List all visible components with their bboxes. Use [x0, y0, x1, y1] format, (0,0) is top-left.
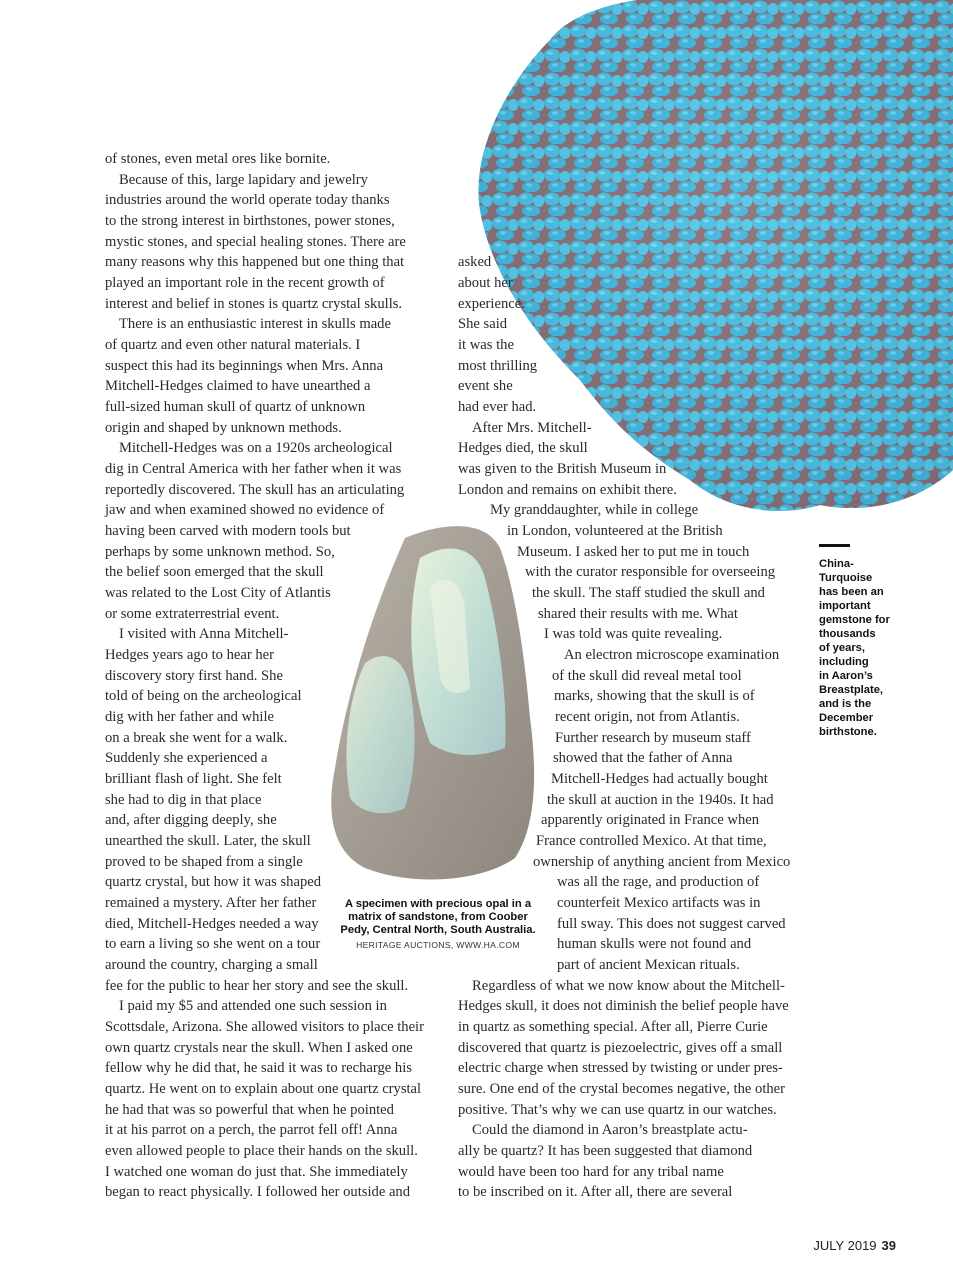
text-line: event she	[458, 378, 513, 394]
text-line: many reasons why this happened but one thing that	[105, 254, 405, 270]
text-line: the skull. The staff studied the skull and	[532, 585, 765, 601]
text-line: I visited with Anna Mitchell-	[119, 626, 289, 642]
caption-line: including	[819, 656, 869, 668]
text-line: Hedges years ago to hear her	[105, 647, 274, 663]
text-line: brilliant flash of light. She felt	[105, 771, 282, 787]
text-line: Suddenly she experienced a	[105, 750, 268, 766]
caption-line: of years,	[819, 642, 866, 654]
text-line: full-sized human skull of quartz of unknown	[105, 399, 366, 415]
caption-line: gemstone for	[819, 614, 890, 626]
text-line: experience.	[458, 296, 525, 312]
text-line: dig in Central America with her father when it was	[105, 461, 402, 477]
text-line: was all the rage, and production of	[557, 874, 760, 890]
text-line: was related to the Lost City of Atlantis	[105, 585, 331, 601]
text-line: quartz. He went on to explain about one quartz crystal	[105, 1081, 422, 1097]
caption-line: Pedy, Central North, South Australia.	[340, 924, 536, 936]
text-line: Hedges died, the skull	[458, 440, 588, 456]
text-line: fee for the public to hear her story and see the skull.	[105, 978, 409, 994]
text-line: or some extraterrestrial event.	[105, 606, 280, 622]
text-line: Museum. I asked her to put me in touch	[517, 544, 750, 560]
caption-line: and is the	[819, 698, 872, 710]
text-line: Mitchell-Hedges was on a 1920s archeological	[119, 440, 393, 456]
text-line: proved to be shaped from a single	[105, 854, 303, 870]
text-line: She said	[458, 316, 508, 332]
caption-rule	[819, 544, 850, 547]
text-line: began to react physically. I followed her outside and	[105, 1184, 411, 1200]
opal-caption	[328, 898, 548, 937]
text-line: Could the diamond in Aaron’s breastplate actu-	[472, 1122, 748, 1138]
text-line: having been carved with modern tools but	[105, 523, 351, 539]
text-line: mystic stones, and special healing stones. There are	[105, 234, 406, 250]
text-line: of the skull did reveal metal tool	[552, 668, 742, 684]
text-line: Hedges skull, it does not diminish the belief people have	[458, 998, 789, 1014]
text-line: it at his parrot on a perch, the parrot fell off! Anna	[105, 1122, 398, 1138]
text-line: and, after digging deeply, she	[105, 812, 277, 828]
text-line: had ever had.	[458, 399, 537, 415]
text-line: to earn a living so she went on a tour	[105, 936, 321, 952]
text-line: dig with her father and while	[105, 709, 274, 725]
text-line: fellow why he did that, he said it was to recharge his	[105, 1060, 412, 1076]
text-line: jaw and when examined showed no evidence of	[105, 502, 385, 518]
text-line: on a break she went for a walk.	[105, 730, 288, 746]
text-line: industries around the world operate today thanks	[105, 192, 390, 208]
text-line: France controlled Mexico. At that time,	[536, 833, 767, 849]
text-line: would have been too hard for any tribal name	[458, 1164, 724, 1180]
caption-line: China-	[819, 558, 854, 570]
text-line: Mitchell-Hedges had actually bought	[551, 771, 768, 787]
text-line: part of ancient Mexican rituals.	[557, 957, 740, 973]
text-line: positive. That’s why we can use quartz in our watches.	[458, 1102, 777, 1118]
text-line: of quartz and even other natural materials. I	[105, 337, 361, 353]
text-line: asked	[458, 254, 492, 270]
text-line: most thrilling	[458, 358, 538, 374]
caption-line: important	[819, 600, 871, 612]
text-line: sure. One end of the crystal becomes negative, the other	[458, 1081, 786, 1097]
turquoise-caption	[819, 557, 929, 739]
text-line: I watched one woman do just that. She immediately	[105, 1164, 408, 1180]
text-line: Mitchell-Hedges claimed to have unearthed a	[105, 378, 371, 394]
text-line: shared their results with me. What	[538, 606, 738, 622]
text-line: even allowed people to place their hands on the skull.	[105, 1143, 418, 1159]
text-line: was given to the British Museum in	[458, 461, 667, 477]
text-line: After Mrs. Mitchell-	[472, 420, 592, 436]
text-line: An electron microscope examination	[564, 647, 780, 663]
caption-line: thousands	[819, 628, 876, 640]
text-line: apparently originated in France when	[541, 812, 760, 828]
page-number: 39	[881, 1238, 896, 1253]
text-line: counterfeit Mexico artifacts was in	[557, 895, 761, 911]
caption-line: birthstone.	[819, 726, 877, 738]
text-line: full sway. This does not suggest carved	[557, 916, 786, 932]
text-line: in London, volunteered at the British	[507, 523, 723, 539]
caption-line: matrix of sandstone, from Coober	[348, 911, 528, 923]
caption-line: in Aaron’s	[819, 670, 873, 682]
text-line: the belief soon emerged that the skull	[105, 564, 324, 580]
text-line: played an important role in the recent growth of	[105, 275, 385, 291]
text-line: in quartz as something special. After all, Pierre Curie	[458, 1019, 768, 1035]
text-line: recent origin, not from Atlantis.	[555, 709, 740, 725]
text-line: died, Mitchell-Hedges needed a way	[105, 916, 319, 932]
caption-line: has been an	[819, 586, 884, 598]
text-line: to the strong interest in birthstones, power stones,	[105, 213, 395, 229]
text-line: of stones, even metal ores like bornite.	[105, 151, 331, 167]
text-line: around the country, charging a small	[105, 957, 318, 973]
text-line: showed that the father of Anna	[553, 750, 733, 766]
text-line: Because of this, large lapidary and jewelry	[119, 172, 368, 188]
text-line: ownership of anything ancient from Mexico	[533, 854, 791, 870]
text-line: remained a mystery. After her father	[105, 895, 317, 911]
text-line: it was the	[458, 337, 514, 353]
text-line: unearthed the skull. Later, the skull	[105, 833, 311, 849]
caption-line: Turquoise	[819, 572, 873, 584]
text-line: My granddaughter, while in college	[490, 502, 699, 518]
opal-specimen-image	[310, 518, 550, 888]
text-line: discovered that quartz is piezoelectric, gives off a small	[458, 1040, 783, 1056]
text-line: Regardless of what we now know about the Mitchell-	[472, 978, 785, 994]
text-line: I paid my $5 and attended one such session in	[119, 998, 387, 1014]
text-line: London and remains on exhibit there.	[458, 482, 677, 498]
text-line: reportedly discovered. The skull has an articulating	[105, 482, 405, 498]
caption-line: Breastplate,	[819, 684, 884, 696]
text-line: human skulls were not found and	[557, 936, 752, 952]
issue-date: JULY 2019	[813, 1238, 877, 1253]
text-line: suspect this had its beginnings when Mrs. Anna	[105, 358, 384, 374]
text-line: own quartz crystals near the skull. When I asked one	[105, 1040, 413, 1056]
text-line: ally be quartz? It has been suggested that diamond	[458, 1143, 753, 1159]
text-line: to be inscribed on it. After all, there are several	[458, 1184, 733, 1200]
text-line: quartz crystal, but how it was shaped	[105, 874, 322, 890]
text-line: Scottsdale, Arizona. She allowed visitors to place their	[105, 1019, 424, 1035]
text-line: interest and belief in stones is quartz crystal skulls.	[105, 296, 403, 312]
text-line: she had to dig in that place	[105, 792, 262, 808]
text-line: There is an enthusiastic interest in skulls made	[119, 316, 391, 332]
text-line: electric charge when stressed by twisting or under pres-	[458, 1060, 783, 1076]
text-line: told of being on the archeological	[105, 688, 302, 704]
text-line: about her	[458, 275, 513, 291]
caption-line: A specimen with precious opal in a	[344, 898, 532, 910]
text-line: perhaps by some unknown method. So,	[105, 544, 335, 560]
text-line: marks, showing that the skull is of	[554, 688, 755, 704]
page-footer	[813, 1238, 896, 1253]
text-line: I was told was quite revealing.	[544, 626, 723, 642]
photo-credit: HERITAGE AUCTIONS, WWW.HA.COM	[356, 940, 520, 950]
text-line: Further research by museum staff	[555, 730, 751, 746]
caption-line: December	[819, 712, 874, 724]
text-line: origin and shaped by unknown methods.	[105, 420, 342, 436]
text-line: he had that was so powerful that when he pointed	[105, 1102, 394, 1118]
text-line: with the curator responsible for overseeing	[525, 564, 776, 580]
text-line: the skull at auction in the 1940s. It had	[547, 792, 774, 808]
text-line: discovery story first hand. She	[105, 668, 283, 684]
